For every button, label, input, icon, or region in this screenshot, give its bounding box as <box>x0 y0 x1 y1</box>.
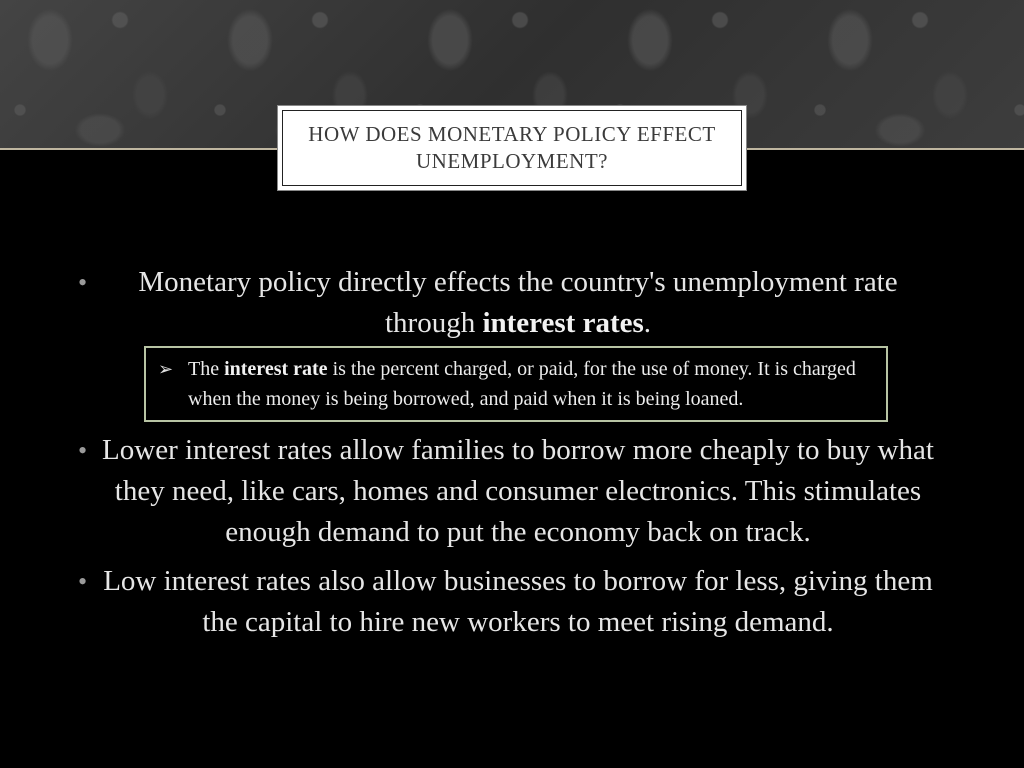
callout-emphasis: interest rate <box>224 358 328 380</box>
callout-text: The <box>188 358 225 380</box>
bullet-text: Monetary policy directly effects the country's unemployment rate through <box>138 266 898 339</box>
slide-title: HOW DOES MONETARY POLICY EFFECT UNEMPLOYMENT? <box>308 122 716 173</box>
bullet-emphasis: interest rates <box>482 307 644 339</box>
bullet-icon: • <box>78 436 88 465</box>
bullet-item <box>60 430 964 553</box>
bullet-text: Low interest rates also allow businesses to borrow for less, giving them the capital to hire new workers to meet rising demand. <box>103 565 933 638</box>
title-box <box>277 105 747 191</box>
definition-callout <box>144 346 888 422</box>
bullet-item <box>60 262 964 344</box>
arrow-bullet-icon: ➢ <box>158 359 174 379</box>
bullet-icon: • <box>78 268 88 297</box>
bullet-text: Lower interest rates allow families to borrow more cheaply to buy what they need, like cars, homes and consumer electronics. This stimulates enough demand to put the economy back on track. <box>102 434 934 548</box>
bullet-item <box>60 561 964 643</box>
title-frame <box>282 110 742 186</box>
slide-body <box>60 262 964 643</box>
bullet-icon: • <box>78 567 88 596</box>
bullet-text-end: . <box>643 307 652 339</box>
callout-text-end: is the percent charged, or paid, for the use of money. It is charged when the money is being borrowed, and paid when it is being loaned. <box>188 358 856 410</box>
